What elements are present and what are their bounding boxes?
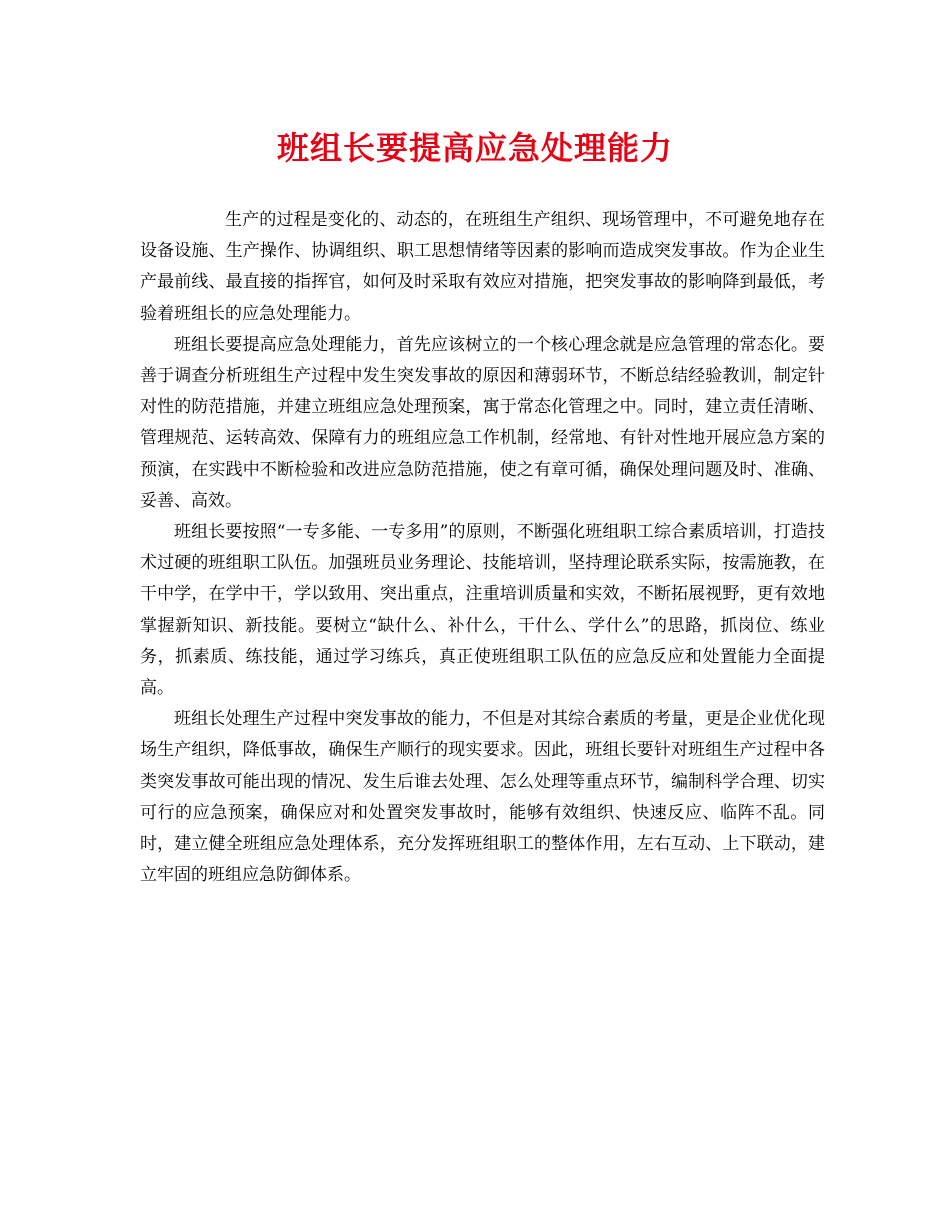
paragraph-4: 班组长处理生产过程中突发事故的能力，不但是对其综合素质的考量，更是企业优化现场生产组织，降低事故，确保生产顺行的现实要求。因此，班组长要针对班组生产过程中各类突发事故可能出现的情况、发生后谁去处理、怎么处理等重点环节，编制科学合理、切实可行的应急预案，确保应对和处置突发事故时，能够有效组织、快速反应、临阵不乱。同时，建立健全班组应急处理体系，充分发挥班组职工的整体作用，左右互动、上下联动，建立牢固的班组应急防御体系。 — [140, 709, 825, 886]
paragraph-1: 生产的过程是变化的、动态的，在班组生产组织、现场管理中，不可避免地存在设备设施、生产操作、协调组织、职工思想情绪等因素的影响而造成突发事故。作为企业生产最前线、最直接的指挥官，如何及时采取有效应对措施，把突发事故的影响降到最低，考验着班组长的应急处理能力。 — [140, 210, 825, 324]
paragraph-2: 班组长要提高应急处理能力，首先应该树立的一个核心理念就是应急管理的常态化。要善于调查分析班组生产过程中发生突发事故的原因和薄弱环节，不断总结经验教训，制定针对性的防范措施，并建立班组应急处理预案，寓于常态化管理之中。同时，建立责任清晰、管理规范、运转高效、保障有力的班组应急工作机制，经常地、有针对性地开展应急方案的预演，在实践中不断检验和改进应急防范措施，使之有章可循，确保处理问题及时、准确、妥善、高效。 — [140, 334, 825, 511]
document-body — [140, 205, 825, 891]
paragraph-3: 班组长要按照“一专多能、一专多用”的原则，不断强化班组职工综合素质培训，打造技术过硬的班组职工队伍。加强班员业务理论、技能培训，坚持理论联系实际，按需施教，在干中学，在学中干，学以致用、突出重点，注重培训质量和实效，不断拓展视野，更有效地掌握新知识、新技能。要树立“缺什么、补什么，干什么、学什么”的思路，抓岗位、练业务，抓素质、练技能，通过学习练兵，真正使班组职工队伍的应急反应和处置能力全面提高。 — [140, 522, 825, 699]
document-title: 班组长要提高应急处理能力 — [276, 129, 673, 167]
